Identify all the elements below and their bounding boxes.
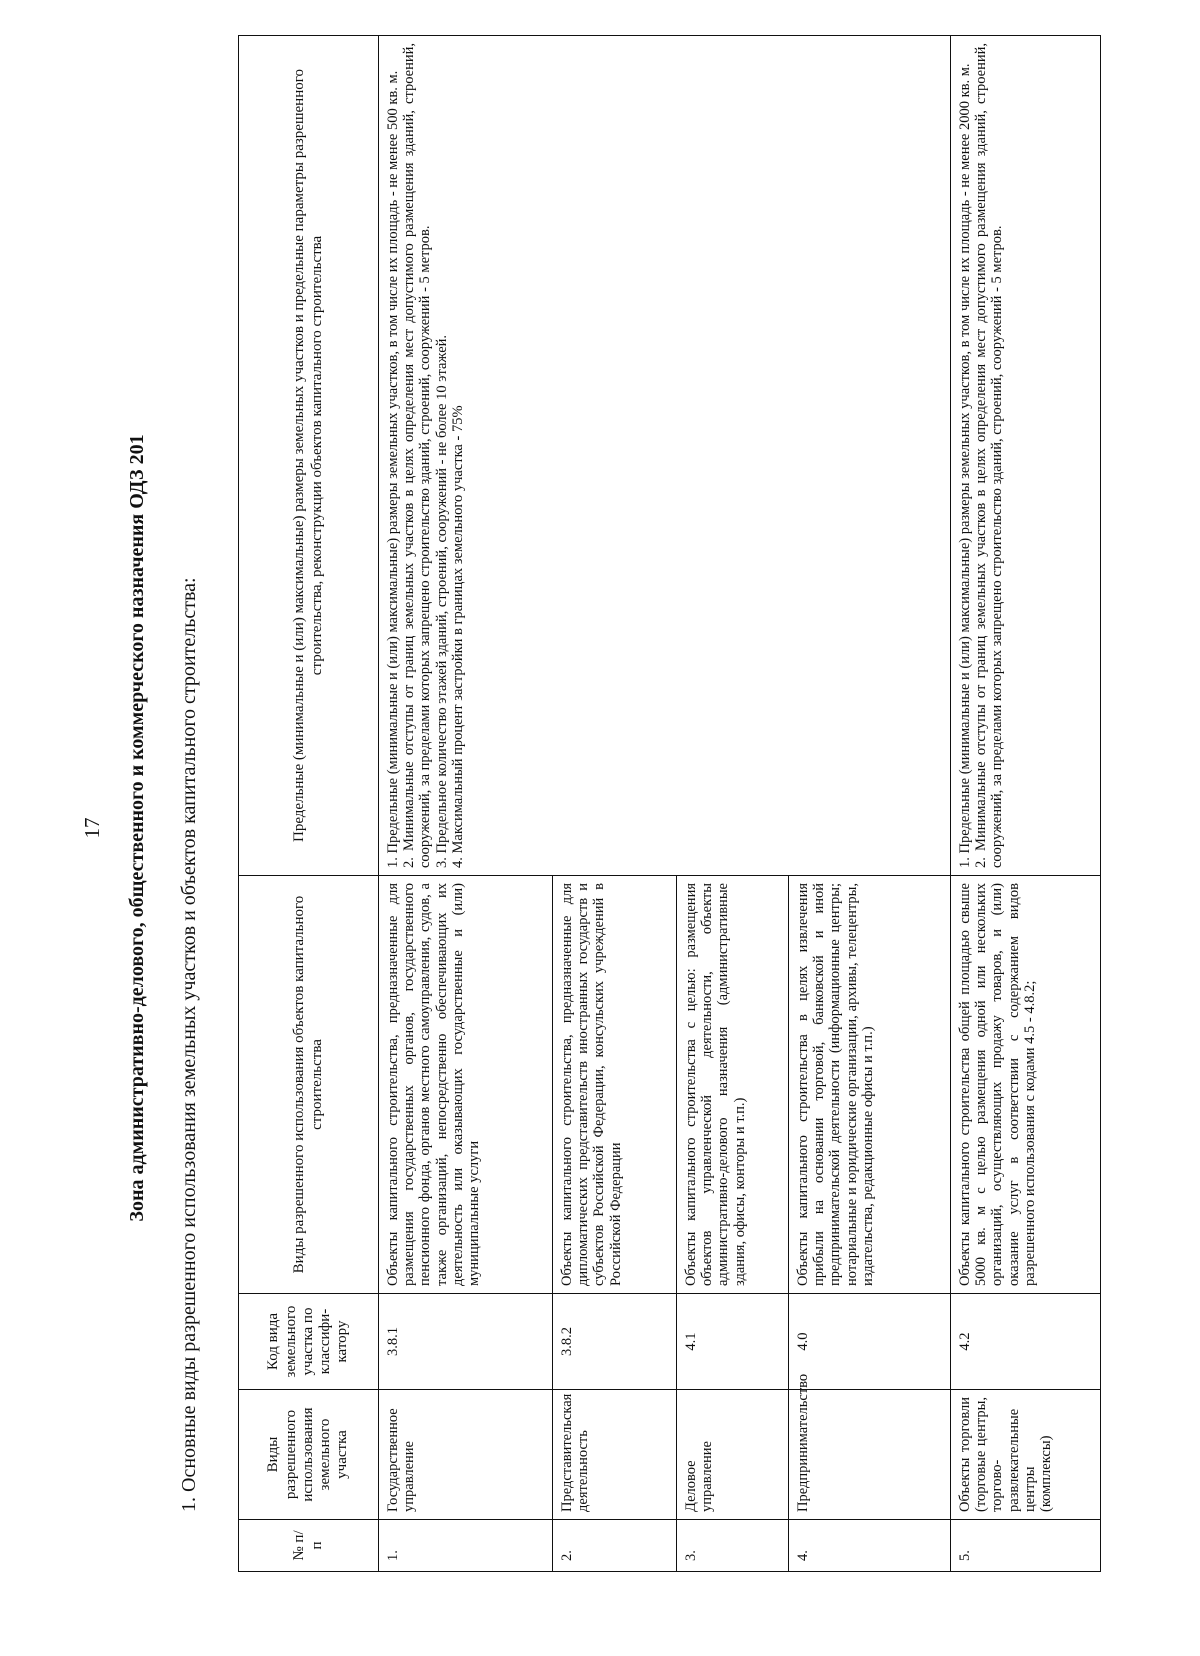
row-description: Объекты капитального строительства, предназначенные для размещения государственных органов, государственного пенсионного фонда, органов местного самоуправления, судов, а также организаций, непосредственно обеспечивающих их деятельность или оказывающих государственные и (или) муниципальные услуги bbox=[379, 876, 553, 1294]
row-code: 3.8.1 bbox=[379, 1294, 553, 1390]
row-code: 4.0 bbox=[789, 1294, 951, 1390]
row-num: 1. bbox=[379, 1520, 553, 1572]
row-code: 4.1 bbox=[677, 1294, 789, 1390]
land-use-table bbox=[238, 35, 1101, 1572]
header-use: Виды разрешенного использования земельного участка bbox=[239, 1390, 379, 1520]
row-num: 4. bbox=[789, 1520, 951, 1572]
param-line: 4. Максимальный процент застройки в границах земельного участка - 75% bbox=[449, 405, 466, 868]
document-title: Зона административно-делового, общественного и коммерческого назначения ОДЗ 201 bbox=[126, 434, 148, 1222]
header-description: Виды разрешенного использования объектов капитального строительства bbox=[239, 876, 379, 1294]
row-use: Представительская деятельность bbox=[553, 1390, 677, 1520]
row-use: Предпринимательство bbox=[789, 1390, 951, 1520]
row-description: Объекты капитального строительства с целью: размещения объектов управленческой деятельности, объекты административно-делового назначения (административные здания, офисы, конторы и т.п.) bbox=[677, 876, 789, 1294]
param-line: 2. Минимальные отступы от границ земельных участков в целях определения мест допустимого размещения зданий, строений, сооружений, за пределами которых запрещено строительство зданий, строений, сооружений - 5 метров. bbox=[401, 43, 434, 868]
table-row bbox=[379, 36, 553, 1572]
row-num: 5. bbox=[951, 1520, 1101, 1572]
row-code: 3.8.2 bbox=[553, 1294, 677, 1390]
row-code: 4.2 bbox=[951, 1294, 1101, 1390]
table-row bbox=[951, 36, 1101, 1572]
header-code: Код вида земельного участка по классифи-катору bbox=[239, 1294, 379, 1390]
param-line: 1. Предельные (минимальные и (или) максимальные) размеры земельных участков, в том числе их площадь - не менее 2000 кв. м. bbox=[957, 63, 973, 868]
header-params: Предельные (минимальные и (или) максимальные) размеры земельных участков и предельные параметры разрешенного строительства, реконструкции объектов капитального строительства bbox=[239, 36, 379, 876]
row-num: 3. bbox=[677, 1520, 789, 1572]
param-line: 2. Минимальные отступы от границ земельных участков в целях определения мест допустимого размещения зданий, строений, сооружений, за пределами которых запрещено строительство зданий, строений, сооружений - 5 метров. bbox=[973, 43, 1006, 868]
row-description: Объекты капитального строительства общей площадью свыше 5000 кв. м с целью размещения одной или нескольких организаций, осуществляющих продажу товаров, и (или) оказание услуг в соответствии с содержанием видов разрешенного использования с кодами 4.5 - 4.8.2; bbox=[951, 876, 1101, 1294]
page-number: 17 bbox=[80, 817, 104, 839]
table-header-row bbox=[239, 36, 379, 1572]
row-params bbox=[379, 36, 951, 876]
row-use: Объекты торговли (торговые центры, торгово-развлекательные центры (комплексы) bbox=[951, 1390, 1101, 1520]
row-params bbox=[951, 36, 1101, 876]
row-num: 2. bbox=[553, 1520, 677, 1572]
row-description: Объекты капитального строительства в целях извлечения прибыли на основании торговой, банковской и иной предпринимательской деятельности (информационные центры; нотариальные и юридические организации, архивы, телецентры, издательства, редакционные офисы и т.п.) bbox=[789, 876, 951, 1294]
section-subtitle: 1. Основные виды разрешенного использования земельных участков и объектов капитального строительства: bbox=[178, 577, 200, 1512]
row-use: Деловое управление bbox=[677, 1390, 789, 1520]
row-use: Государственное управление bbox=[379, 1390, 553, 1520]
param-line: 1. Предельные (минимальные и (или) максимальные) размеры земельных участков, в том числе их площадь - не менее 500 кв. м. bbox=[385, 70, 401, 868]
header-num: № п/п bbox=[239, 1520, 379, 1572]
row-description: Объекты капитального строительства, предназначенные для дипломатических представительств иностранных государств и субъектов Российской Федерации, консульских учреждений в Российской Федерации bbox=[553, 876, 677, 1294]
param-line: 3. Предельное количество этажей зданий, строений, сооружений - не более 10 этажей. bbox=[433, 334, 450, 868]
